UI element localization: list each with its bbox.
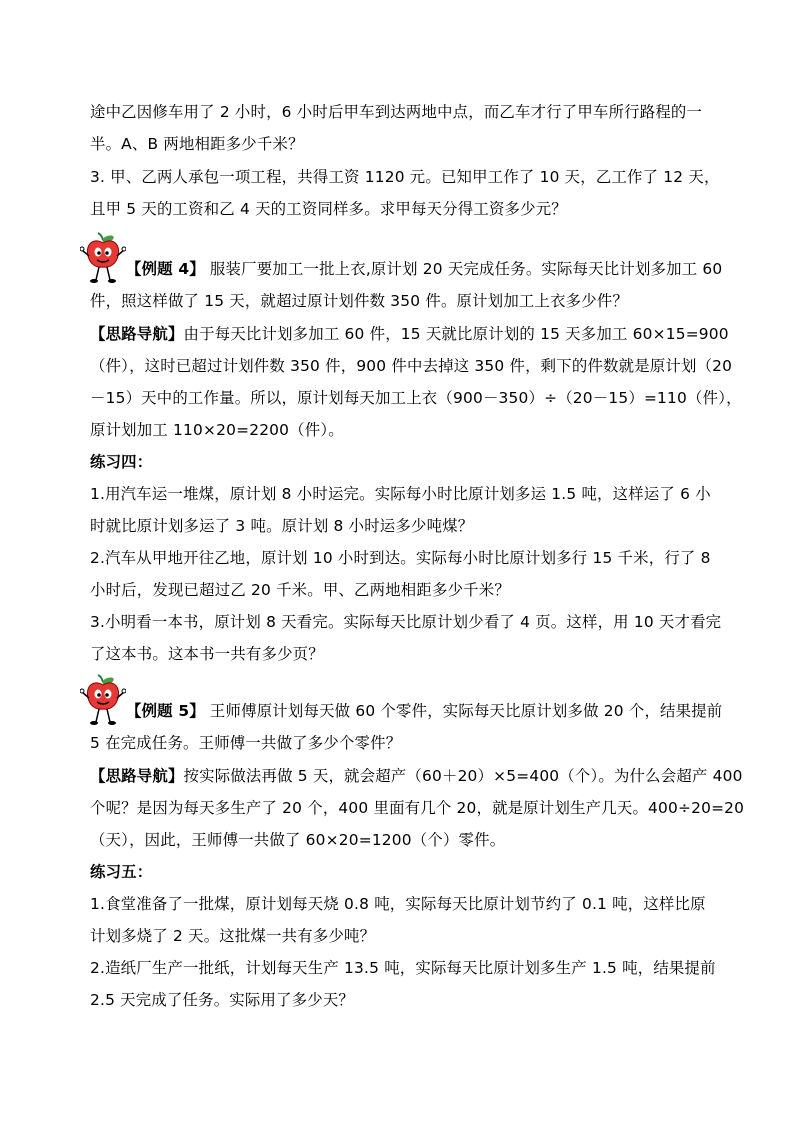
apple-mascot-icon [80, 674, 126, 726]
hint-tag: 【思路导航】 [90, 325, 184, 343]
text-line: －15）天中的工作量。所以，原计划每天加工上衣（900－350）÷（20－15）=110（件）， [90, 389, 742, 407]
text-line: 2.造纸厂生产一批纸，计划每天生产 13.5 吨，实际每天比原计划多生产 1.5 吨，结果提前 [90, 959, 716, 977]
text-line: （天），因此，王师傅一共做了 60×20=1200（个）零件。 [90, 831, 506, 849]
text-line: 且甲 5 天的工资和乙 4 天的工资同样多。求甲每天分得工资多少元？ [90, 200, 567, 218]
text-line: 个呢？是因为每天多生产了 20 个，400 里面有几个 20，就是原计划生产几天。400÷20=20 [90, 799, 745, 817]
text-line: 原计划加工 110×20=2200（件）。 [90, 421, 344, 439]
text-line: 3.小明看一本书，原计划 8 天看完。实际每天比原计划少看了 4 页。这样，用 10 天才看完 [90, 613, 722, 631]
hint-tag: 【思路导航】 [90, 767, 184, 785]
hint-text: 按实际做法再做 5 天，就会超产（60＋20）×5=400（个）。为什么会超产 400 [183, 767, 743, 785]
example-5-text: 王师傅原计划每天做 60 个零件，实际每天比原计划多做 20 个，结果提前 [204, 702, 723, 720]
text-line: 半。A、B 两地相距多少千米？ [90, 135, 304, 153]
text-line: 小时后，发现已超过乙 20 千米。甲、乙两地相距多少千米？ [90, 581, 510, 599]
text-line: （件），这时已超过计划件数 350 件，900 件中去掉这 350 件，剩下的件数就是原计划（20 [90, 357, 733, 375]
hint-line [90, 323, 730, 345]
hint-text: 由于每天比计划多加工 60 件，15 天就比原计划的 15 天多加工 60×15=900 [183, 325, 729, 343]
text-line: 时就比原计划多运了 3 吨。原计划 8 小时运多少吨煤？ [90, 517, 474, 535]
text-line: 2.汽车从甲地开往乙地，原计划 10 小时到达。实际每小时比原计划多行 15 千米，行了 8 [90, 549, 711, 567]
example-5-line [126, 700, 730, 722]
example-4-line [126, 258, 730, 280]
section-title: 练习五： [90, 863, 153, 881]
text-line: 了这本书。这本书一共有多少页？ [90, 645, 324, 663]
example-4-tag: 【例题 4】 [126, 260, 205, 278]
text-line: 1.食堂准备了一批煤，原计划每天烧 0.8 吨，实际每天比原计划节约了 0.1 吨，这样比原 [90, 895, 706, 913]
hint-line [90, 765, 743, 787]
text-line: 计划多烧了 2 天。这批煤一共有多少吨？ [90, 927, 376, 945]
text-line: 1.用汽车运一堆煤，原计划 8 小时运完。实际每小时比原计划多运 1.5 吨，这样运了 6 小 [90, 485, 711, 503]
example-5-tag: 【例题 5】 [126, 702, 205, 720]
text-line: 3. 甲、乙两人承包一项工程，共得工资 1120 元。已知甲工作了 10 天，乙工作了 12 天， [90, 168, 720, 186]
text-line: 件，照这样做了 15 天，就超过原计划件数 350 件。原计划加工上衣多少件？ [90, 292, 629, 310]
text-line: 5 在完成任务。王师傅一共做了多少个零件？ [90, 734, 402, 752]
text-line: 途中乙因修车用了 2 小时，6 小时后甲车到达两地中点，而乙车才行了甲车所行路程的一 [90, 103, 703, 121]
example-4-text: 服装厂要加工一批上衣,原计划 20 天完成任务。实际每天比计划多加工 60 [204, 260, 723, 278]
text-line: 2.5 天完成了任务。实际用了多少天？ [90, 991, 355, 1009]
apple-mascot-icon [80, 232, 126, 284]
section-title: 练习四： [90, 453, 153, 471]
